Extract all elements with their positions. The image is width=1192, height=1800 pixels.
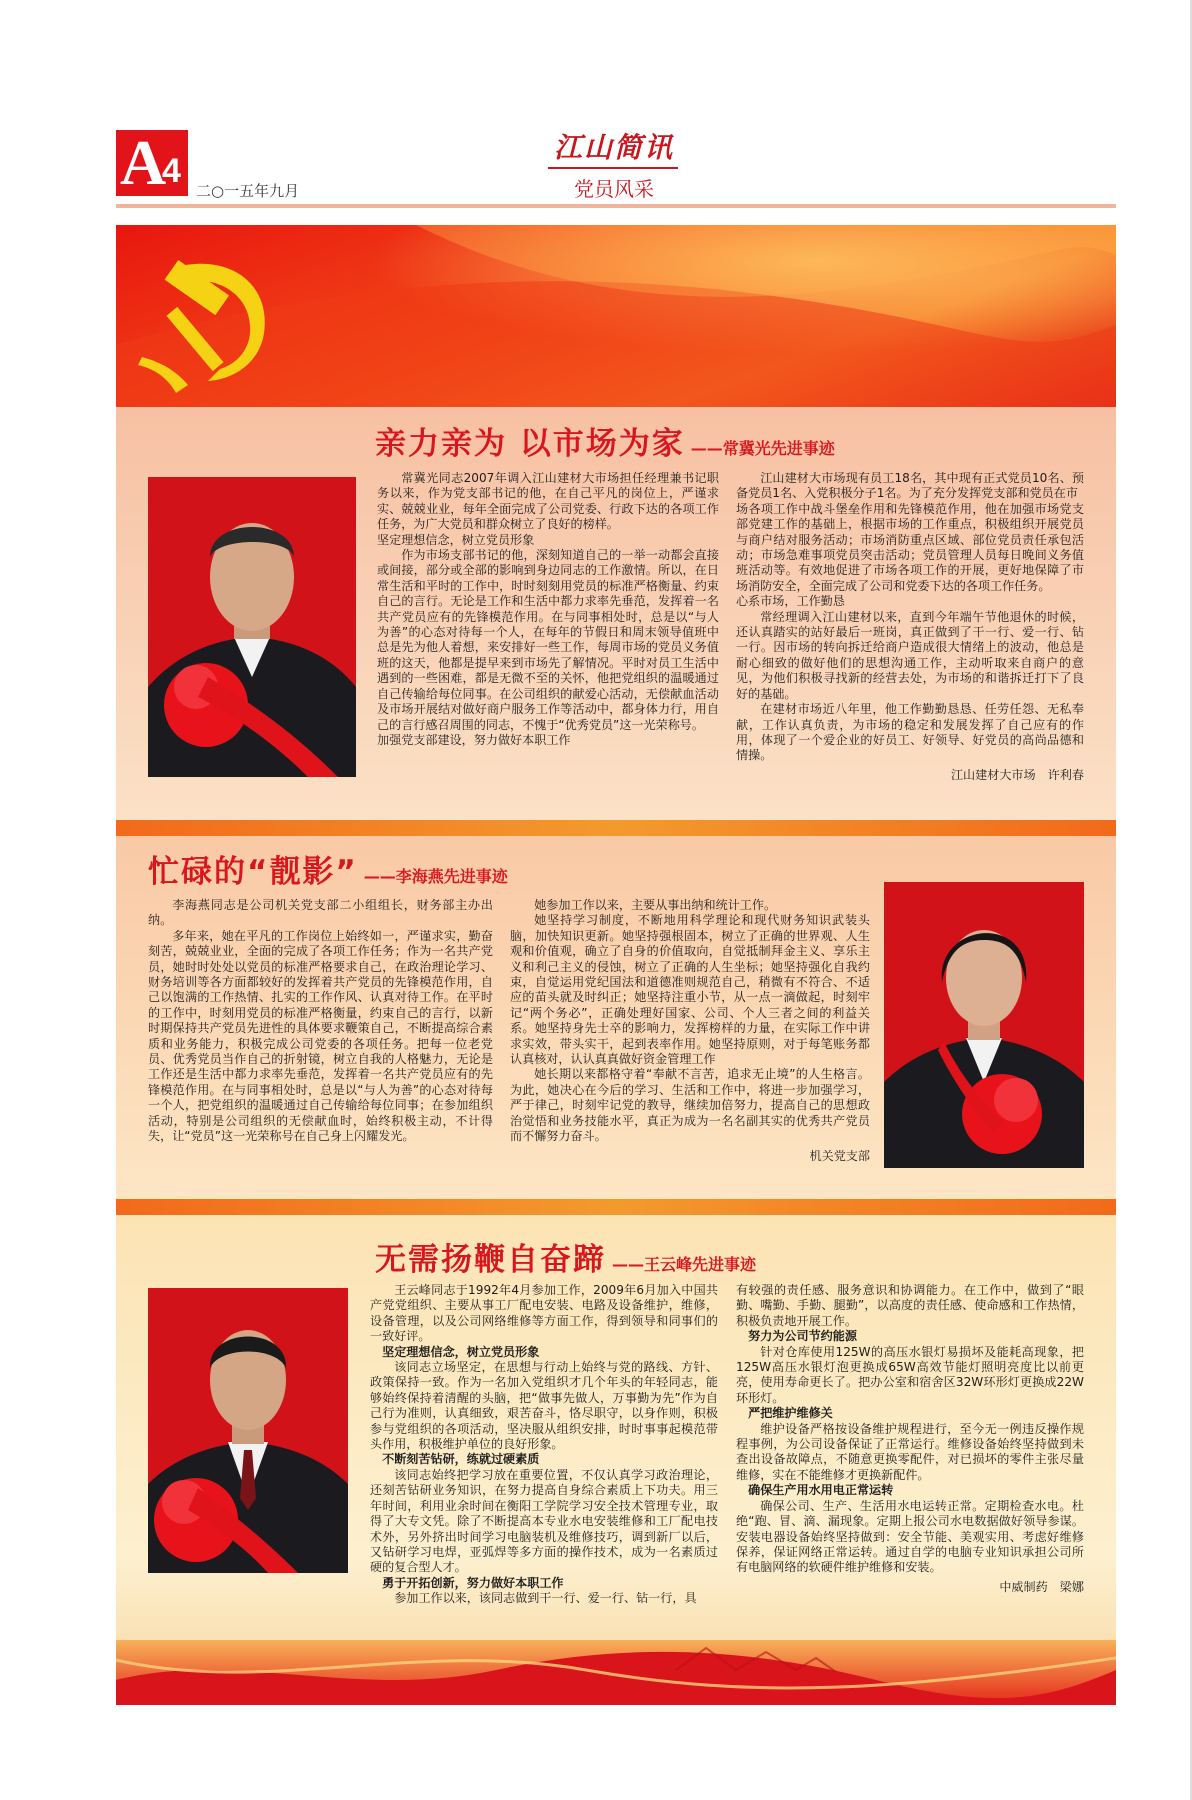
paragraph-heading: 确保生产用水用电正常运转: [748, 1483, 894, 1498]
paragraph-heading: 坚定理想信念，树立党员形象: [382, 1344, 540, 1359]
paragraph: 加强党支部建设，努力做好本职工作: [377, 732, 571, 747]
paragraph: 王云峰同志于1992年4月参加工作，2009年6月加入中国共产党党组织、主要从事工厂配电安装、电路及设备维护，维修，设备管理，以及公司网络维修等方面工作，得到领导和同事们的一致好评。: [370, 1283, 718, 1344]
paragraph: 她坚持学习制度，不断地用科学理论和现代财务知识武装头脑，加快知识更新。她坚持强根固本，树立了正确的世界观、人生观和价值观，确立了自身的价值取向，自觉抵制拜金主义、享乐主义和利己主义的侵蚀，树立了正确的人生坐标；她坚持强化自我约束，自觉运用党纪国法和道德准则规范自己，稍微有不符合、不适应的苗头就及时纠正；她坚持注重小节，从一点一滴做起，时刻牢记“两个务必”，正确处理好国家、公司、个人三者之间的利益关系。她坚持身先士卒的影响力，发挥榜样的力量，在实际工作中讲求实效，带头实干，起到表率作用。她坚持原则，对于每笔账务都认真核对，认认真真做好资金管理工作: [510, 913, 870, 1067]
header-rule: [116, 204, 1116, 208]
paragraph: 该同志始终把学习放在重要位置，不仅认真学习政治理论，还刻苦钻研业务知识，在努力提高自身综合素质上下功夫。用三年时间，利用业余时间在衡阳工学院学习安全技术管理专业，取得了大专文凭。除了不断提高本专业水电安装维修和工厂配电技术外，另外挤出时间学习电脑装机及维修技巧，调到新厂以后，又钻研学习电焊，亚弧焊等多方面的操作技术，成为一名素质过硬的复合型人才。: [370, 1467, 718, 1575]
section-divider-2: [116, 1199, 1116, 1215]
paragraph-heading: 不断刻苦钻研，练就过硬素质: [382, 1452, 540, 1467]
paragraph-heading: 严把维护维修关: [748, 1406, 833, 1421]
footer-decoration: [116, 1640, 1116, 1705]
article-1-subheading: ——常冀光先进事迹: [690, 439, 835, 458]
paragraph: 在建材市场近八年里，他工作勤勤恳恳、任劳任怨、无私奉献，工作认真负责，为市场的稳定和发展发挥了自己应有的作用，体现了一个爱企业的好员工、好领导、好党员的高尚品德和情操。: [736, 702, 1084, 763]
paragraph: 确保公司、生产、生活用水电运转正常。定期检查水电。杜绝“跑、冒、滴、漏现象。定期上报公司水电数据做好领导参谋。安装电器设备始终坚持做到：安全节能、美观实用、考虑好维修保养，保证网络正常运转。通过自学的电脑专业知识承担公司所有电脑网络的软硬件维护维修和安装。: [736, 1498, 1084, 1575]
paragraph: 心系市场，工作勤恳: [736, 594, 845, 609]
article-2-col-left: [148, 898, 493, 1145]
page-badge: [116, 127, 188, 198]
paragraph: 李海燕同志是公司机关党支部二小组组长，财务部主办出纳。: [148, 898, 493, 928]
party-banner: [116, 225, 1116, 407]
paragraph: 常冀光同志2007年调入江山建材大市场担任经理兼书记职务以来，作为党支部书记的他，在自己平凡的岗位上，严谨求实、兢兢业业，每年全面完成了公司党委、行政下达的各项工作任务，为广大党员和群众树立了良好的榜样。: [377, 471, 719, 532]
paragraph: 作为市场支部书记的他，深刻知道自己的一举一动都会直接或间接，部分或全部的影响到身边同志的工作激情。所以，在日常生活和平时的工作中，时时刻刻用党员的标准严格衡量、约束自己的言行。无论是工作和生活中都力求率先垂范，发挥着一名共产党员应有的先锋模范作用。在与同事相处时，总是以“与人为善”的心态对待每一个人，在每年的节假日和周末领导值班中总是先为他人着想，来安排好一些工作，每周市场的党员义务值班的这天，他都是提早来到市场先了解情况。平时对员工生活中遇到的一些困难，都是无微不至的关怀，他把党组织的温暖通过自己传输给每位同事。在公司组织的献爱心活动，无偿献血活动及市场开展结对做好商户服务工作等活动中，都身体力行，用自己的言行感召周围的同志，不愧于“优秀党员”这一光荣称号。: [377, 548, 719, 732]
article-1-title: [375, 418, 835, 463]
article-1-col-right: [736, 471, 1084, 783]
paragraph: 江山建材大市场现有员工18名，其中现有正式党员10名、预备党员1名、入党积极分子1名。为了充分发挥党支部和党员在市: [736, 471, 1084, 501]
article-3-col-left: [370, 1283, 718, 1607]
article-2-subheading: ——李海燕先进事迹: [363, 867, 508, 886]
paragraph-heading: 勇于开拓创新，努力做好本职工作: [382, 1575, 564, 1590]
article-3-col-right: [736, 1283, 1084, 1595]
article-3-title: [375, 1234, 756, 1279]
paragraph: 维护设备严格按设备维护规程进行，至今无一例违反操作规程事例，为公司设备保证了正常运行。维修设备始终坚持做到未查出设备故障点，不随意更换零配件，对已损坏的零件主张尽量维修，实在不能维修才更换新配件。: [736, 1421, 1084, 1482]
masthead: 江山简讯: [553, 131, 674, 164]
article-3-heading: 无需扬鞭自奋蹄: [375, 1242, 606, 1278]
portrait-photo-2: [884, 882, 1084, 1168]
article-2-title: [148, 846, 508, 891]
paragraph: 针对仓库使用125W的高压水银灯易损坏及能耗高现象，把125W高压水银灯泡更换成65W高效节能灯照明亮度比以前更亮，使用寿命更长了。把办公室和宿舍区32W环形灯更换成22W环形灯。: [736, 1344, 1084, 1405]
article-2-signature: 机关党支部: [809, 1148, 870, 1163]
article-2-heading: 忙碌的“靓影”: [148, 854, 358, 890]
masthead-divider: [548, 167, 678, 169]
paragraph: 坚定理想信念，树立党员形象: [377, 532, 535, 547]
page-letter: A: [120, 127, 167, 198]
paragraph: 该同志立场坚定，在思想与行动上始终与党的路线、方针、政策保持一致。作为一名加入党组织才几个年头的年轻同志，能够始终保持着清醒的头脑，把“做事先做人，万事勤为先”作为自己行为准则，认真细致，艰苦奋斗，恪尽职守，以身作则，积极参与党组织的各项活动，坚决服从组织安排，时时事事起模范带头作用，积极维护单位的良好形象。: [370, 1360, 718, 1452]
paragraph: 参加工作以来，该同志做到干一行、爱一行、钻一行，具: [394, 1591, 697, 1606]
portrait-photo-3: [148, 1288, 348, 1573]
article-1-signature: 江山建材大市场 许利春: [950, 767, 1084, 782]
article-2-col-right: [510, 898, 870, 1164]
paragraph: 她参加工作以来，主要从事出纳和统计工作。: [534, 898, 777, 912]
article-1-heading: 亲力亲为 以市场为家: [375, 426, 685, 462]
paragraph: 常经理调入江山建材以来，直到今年端午节他退休的时候，还认真踏实的站好最后一班岗，真正做到了干一行、爱一行、钻一行。因市场的转向拆迁给商户造成很大情绪上的波动，他总是耐心细致的做好他们的思想沟通工作，主动听取来自商户的意见，为他们积极寻找新的经营去处，为市场的和谐拆迁打下了良好的基础。: [736, 609, 1084, 701]
paragraph-heading: 努力为公司节约能源: [748, 1329, 857, 1344]
page-number: 4: [162, 152, 181, 190]
article-3-subheading: ——王云峰先进事迹: [612, 1255, 757, 1274]
paragraph: 有较强的责任感、服务意识和协调能力。在工作中，做到了“眼勤、嘴勤、手勤、腿勤”，以高度的责任感、使命感和工作热情，积极负责地开展工作。: [736, 1283, 1084, 1328]
paragraph: 多年来，她在平凡的工作岗位上始终如一，严谨求实，勤奋刻苦，兢兢业业，全面的完成了各项工作任务；作为一名共产党员，她时时处处以党员的标准严格要求自己，在政治理论学习、财务培训等各方面都较好的发挥着共产党员的先锋模范作用，自己以饱满的工作热情、扎实的工作作风、认真对待工作。在平时的工作中，时刻用党员的标准严格衡量，约束自己的言行，以新时期保持共产党员先进性的具体要求鞭策自己，不断提高综合素质和业务能力，积极完成公司党委的各项任务。把每一位老党员、优秀党员当作自己的折射镜，树立自我的人格魅力，无论是工作还是生活中都力求率先垂范，发挥着一名共产党员应有的先锋模范作用。在与同事相处时，总是以“与人为善”的心态对待每一个人，把党组织的温暖通过自己传输给每位同事；在参加组织活动，特别是公司组织的无偿献血时，始终积极主动，不计得失，让“党员”这一光荣称号在自己身上闪耀发光。: [148, 928, 493, 1144]
section-divider-1: [116, 820, 1116, 836]
banner-art: [116, 225, 1116, 407]
portrait-photo-1: [148, 477, 356, 777]
article-3-signature: 中威制药 梁娜: [999, 1579, 1084, 1594]
paragraph: 她长期以来都格守着“奉献不言苦，追求无止境”的人生格言。为此，她决心在今后的学习、生活和工作中，将进一步加强学习，严于律己，时刻牢记党的教导，继续加倍努力，提高自己的思想政治觉悟和业务技能水平，真正为成为一名名副其实的优秀共产党员而不懈努力奋斗。: [510, 1067, 870, 1144]
paragraph: 场各项工作中战斗堡垒作用和先锋模范作用，他在加强市场党支部党建工作的基础上，根据市场的工作重点，积极组织开展党员与商户结对服务活动；市场消防重点区域、部位党员责任承包活动；市场急难事项党员突击活动；党员管理人员每日晚间义务值班活动等。有效地促进了市场各项工作的开展，更好地保障了市场消防安全，全面完成了公司和党委下达的各项工作任务。: [736, 501, 1084, 593]
issue-date: 二○一五年九月: [196, 182, 300, 200]
article-1-col-left: [377, 471, 719, 748]
section-title: 党员风采: [574, 177, 654, 201]
